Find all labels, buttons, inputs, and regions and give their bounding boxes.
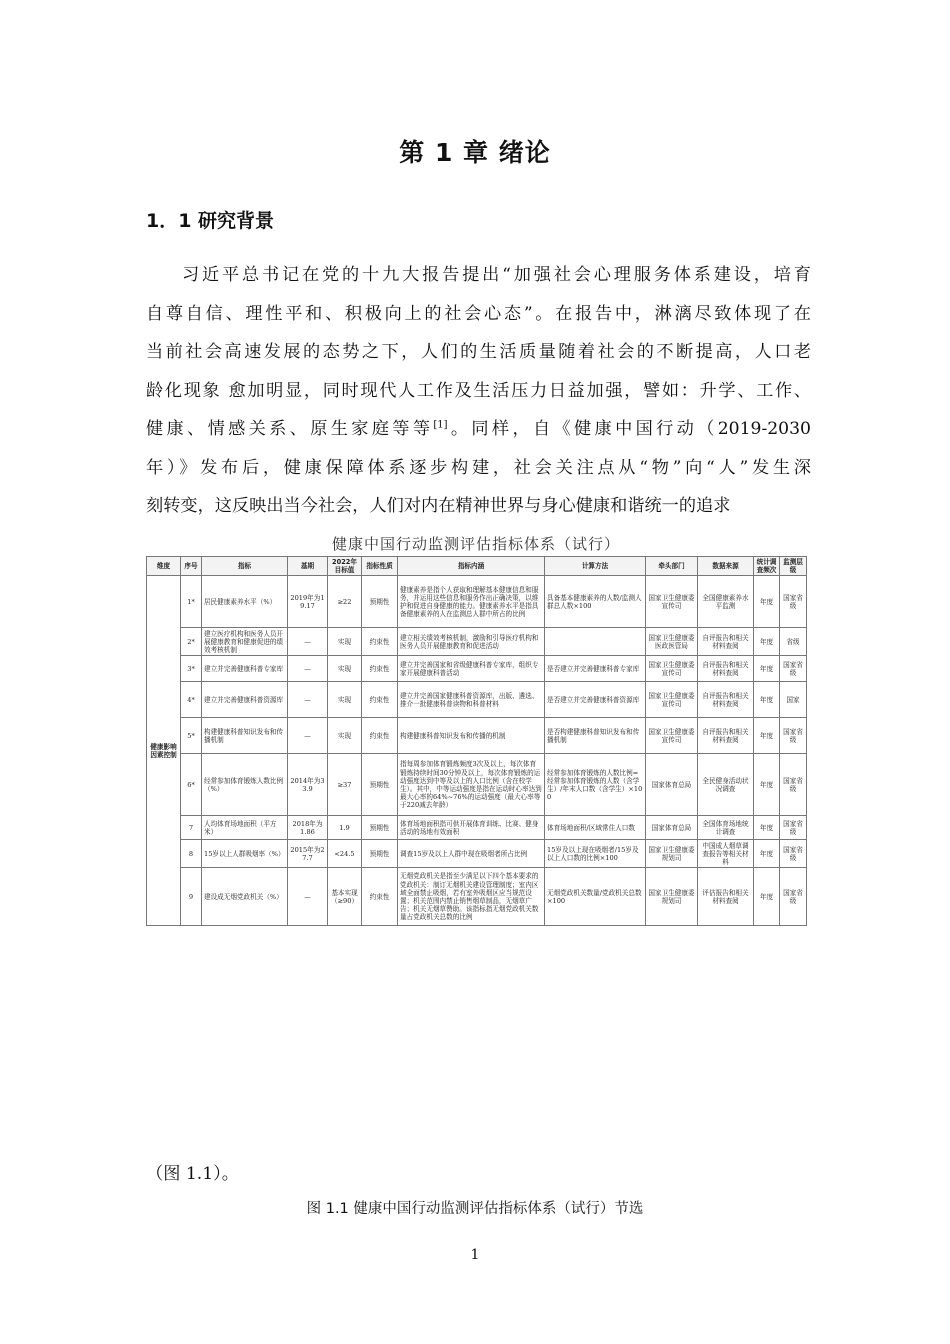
cell-method: 无烟党政机关数量/党政机关总数×100 [545, 868, 646, 926]
cell-freq: 年度 [754, 656, 780, 682]
column-header: 序号 [181, 557, 202, 576]
cell-level: 国家省级 [780, 868, 807, 926]
cell-nature: 预期性 [362, 816, 398, 840]
cell-base: — [288, 868, 328, 926]
cell-name: 建立并完善健康科普资源库 [202, 682, 288, 718]
cell-freq: 年度 [754, 816, 780, 840]
cell-nature: 预期性 [362, 840, 398, 868]
cell-target: ≥22 [328, 576, 362, 628]
cell-freq: 年度 [754, 868, 780, 926]
cell-method: 是否建立并完善健康科普专家库 [545, 656, 646, 682]
cell-dept: 国家卫生健康委宣传司 [646, 576, 698, 628]
cell-base: — [288, 656, 328, 682]
cell-source: 全国健康素养水平监测 [698, 576, 754, 628]
cell-freq: 年度 [754, 628, 780, 656]
column-header: 指标 [202, 557, 288, 576]
cell-target: 实现 [328, 656, 362, 682]
cell-dept: 国家体育总局 [646, 816, 698, 840]
cell-level: 国家省级 [780, 576, 807, 628]
cell-dept: 国家卫生健康委医政医管局 [646, 628, 698, 656]
cell-level: 省级 [780, 628, 807, 656]
column-header: 指标内涵 [398, 557, 545, 576]
cell-name: 15岁以上人群吸烟率（%） [202, 840, 288, 868]
cell-no: 4* [181, 682, 202, 718]
table-row [147, 754, 807, 816]
paragraph-segment: 。同样，自《健康中国行动（2019-2030 [447, 419, 811, 439]
figure-caption: 图 1.1 健康中国行动监测评估指标体系（试行）节选 [306, 1201, 644, 1217]
cell-meaning: 指每周参加体育锻炼频度3次及以上，每次体育锻炼持续时间30分钟及以上，每次体育锻炼的运动强度达到中等及以上的人口比例（含在校学生）。其中，中等运动强度是指在运动时心率达到最大心率的64%~76%的运动强度（最大心率等于220减去年龄） [398, 754, 545, 816]
indicator-table [146, 556, 807, 926]
cell-no: 8 [181, 840, 202, 868]
cell-nature: 约束性 [362, 682, 398, 718]
cell-no: 5* [181, 718, 202, 754]
column-header: 统计调查频次 [754, 557, 780, 576]
table-row [147, 718, 807, 754]
cell-nature: 约束性 [362, 718, 398, 754]
paragraph-line: 自尊自信、理性平和、积极向上的社会心态”。在报告中，淋漓尽致体现了在 [146, 303, 811, 324]
cell-source: 中国成人烟草调查报告等相关材料 [698, 840, 754, 868]
cell-dept: 国家卫生健康委宣传司 [646, 656, 698, 682]
cell-method: 体育场地面积/区域常住人口数 [545, 816, 646, 840]
cell-method: 是否建立并完善健康科普资源库 [545, 682, 646, 718]
cell-source: 全国体育场地统计调查 [698, 816, 754, 840]
cell-source: 全民健身活动状况调查 [698, 754, 754, 816]
table-row [147, 656, 807, 682]
cell-method: 经常参加体育锻炼的人数比例=经常参加体育锻炼的人数（含学生）/年末人口数（含学生）×100 [545, 754, 646, 816]
cell-source: 自评报告和相关材料查阅 [698, 718, 754, 754]
cell-source: 自评报告和相关材料查阅 [698, 656, 754, 682]
cell-name: 居民健康素养水平（%） [202, 576, 288, 628]
figure-reference: （图 1.1）。 [146, 1164, 239, 1184]
column-header: 监测层级 [780, 557, 807, 576]
column-header: 牵头部门 [646, 557, 698, 576]
cell-freq: 年度 [754, 754, 780, 816]
column-header: 指标性质 [362, 557, 398, 576]
cell-level: 国家省级 [780, 816, 807, 840]
paragraph-line: 习近平总书记在党的十九大报告提出“加强社会心理服务体系建设，培育 [182, 265, 811, 285]
cell-no: 9 [181, 868, 202, 926]
cell-name: 建立并完善健康科普专家库 [202, 656, 288, 682]
cell-dept: 国家卫生健康委宣传司 [646, 718, 698, 754]
cell-no: 7 [181, 816, 202, 840]
table-header-row [147, 557, 807, 576]
cell-target: <24.5 [328, 840, 362, 868]
section-title: 1．1 研究背景 [146, 210, 275, 232]
cell-target: 基本实现（≥90） [328, 868, 362, 926]
cell-method: 是否构建健康科普知识发布和传播机制 [545, 718, 646, 754]
body-paragraph [146, 256, 811, 526]
cell-freq: 年度 [754, 576, 780, 628]
cell-meaning: 构建健康科普知识发布和传播的机制 [398, 718, 545, 754]
column-header: 数据来源 [698, 557, 754, 576]
column-header: 2022年目标值 [328, 557, 362, 576]
cell-name: 建设成无烟党政机关（%） [202, 868, 288, 926]
column-header: 维度 [147, 557, 181, 576]
cell-level: 国家省级 [780, 656, 807, 682]
cell-base: 2018年为1.86 [288, 816, 328, 840]
paragraph-line: 当前社会高速发展的态势之下，人们的生活质量随着社会的不断提高，人口老 [146, 342, 811, 362]
cell-meaning: 建立相关绩效考核机制，激励和引导医疗机构和医务人员开展健康教育和促进活动 [398, 628, 545, 656]
cell-no: 6* [181, 754, 202, 816]
table-row [147, 682, 807, 718]
column-header: 计算方法 [545, 557, 646, 576]
cell-base: 2014年为33.9 [288, 754, 328, 816]
cell-no: 1* [181, 576, 202, 628]
cell-nature: 预期性 [362, 754, 398, 816]
cell-name: 建立医疗机构和医务人员开展健康教育和健康促进的绩效考核机制 [202, 628, 288, 656]
cell-base: 2019年为19.17 [288, 576, 328, 628]
cell-name: 经常参加体育锻炼人数比例（%） [202, 754, 288, 816]
cell-level: 国家省级 [780, 718, 807, 754]
cell-name: 构建健康科普知识发布和传播机制 [202, 718, 288, 754]
cell-base: — [288, 628, 328, 656]
cell-target: 实现 [328, 682, 362, 718]
table-row [147, 576, 807, 628]
cell-no: 3* [181, 656, 202, 682]
paragraph-line: 刻转变，这反映出当今社会，人们对内在精神世界与身心健康和谐统一的追求 [146, 496, 731, 516]
cell-base: 2015年为27.7 [288, 840, 328, 868]
cell-freq: 年度 [754, 718, 780, 754]
cell-method [545, 628, 646, 656]
paragraph-line: 龄化现象 愈加明显，同时现代人工作及生活压力日益加强，譬如：升学、工作、 [146, 380, 811, 401]
page-number: 1 [470, 1247, 480, 1263]
cell-no: 2* [181, 628, 202, 656]
table-row [147, 868, 807, 926]
cell-dept: 国家卫生健康委规划司 [646, 868, 698, 926]
dimension-cell: 健康影响因素控制 [147, 576, 181, 926]
citation-ref[interactable]: [1] [433, 419, 448, 431]
cell-level: 国家省级 [780, 840, 807, 868]
cell-target: 1.9 [328, 816, 362, 840]
table-row [147, 628, 807, 656]
table-row [147, 816, 807, 840]
cell-name: 人均体育场地面积（平方米） [202, 816, 288, 840]
cell-dept: 国家卫生健康委宣传司 [646, 682, 698, 718]
cell-meaning: 体育场地面积指可供开展体育训练、比赛、健身活动的场地有效面积 [398, 816, 545, 840]
cell-nature: 约束性 [362, 656, 398, 682]
cell-freq: 年度 [754, 682, 780, 718]
paragraph-line: 年）》发布后，健康保障体系逐步构建，社会关注点从“物”向“人”发生深 [146, 457, 811, 478]
cell-target: ≥37 [328, 754, 362, 816]
cell-meaning: 建立并完善国家健康科普资源库，出版、遴选、推介一批健康科普读物和科普材料 [398, 682, 545, 718]
chapter-title: 第 1 章 绪论 [399, 138, 551, 167]
cell-dept: 国家卫生健康委规划司 [646, 840, 698, 868]
cell-dept: 国家体育总局 [646, 754, 698, 816]
cell-target: 实现 [328, 718, 362, 754]
cell-meaning: 调查15岁及以上人群中现在吸烟者所占比例 [398, 840, 545, 868]
cell-meaning: 建立并完善国家和省级健康科普专家库，组织专家开展健康科普活动 [398, 656, 545, 682]
column-header: 基期 [288, 557, 328, 576]
cell-nature: 预期性 [362, 576, 398, 628]
cell-level: 国家省级 [780, 754, 807, 816]
cell-nature: 约束性 [362, 628, 398, 656]
cell-method: 具备基本健康素养的人数/监测人群总人数×100 [545, 576, 646, 628]
cell-source: 评估报告和相关材料查阅 [698, 868, 754, 926]
cell-base: — [288, 682, 328, 718]
cell-meaning: 无烟党政机关是指至少满足以下四个基本要求的党政机关：制订无烟机关建设管理制度；室内区域全面禁止吸烟，若有室外吸烟区应当规范设置；机关范围内禁止销售烟草制品，无烟草广告；机关无烟草赞助。该指标指无烟党政机关数量占党政机关总数的比例 [398, 868, 545, 926]
cell-meaning: 健康素养是指个人获取和理解基本健康信息和服务，并运用这些信息和服务作出正确决策，以维护和促进自身健康的能力。健康素养水平是指具备健康素养的人在监测总人群中所占的比例 [398, 576, 545, 628]
indicator-figure [146, 532, 806, 924]
cell-level: 国家 [780, 682, 807, 718]
cell-target: 实现 [328, 628, 362, 656]
cell-base: — [288, 718, 328, 754]
paragraph-line [146, 410, 811, 449]
cell-source: 自评报告和相关材料查阅 [698, 682, 754, 718]
cell-nature: 约束性 [362, 868, 398, 926]
figure-title: 健康中国行动监测评估指标体系（试行） [331, 535, 620, 553]
paragraph-segment: 健康、情感关系、原生家庭等等 [146, 419, 434, 439]
cell-method: 15岁及以上现在吸烟者/15岁及以上人口数的比例×100 [545, 840, 646, 868]
cell-source: 自评报告和相关材料查阅 [698, 628, 754, 656]
table-row [147, 840, 807, 868]
cell-freq: 年度 [754, 840, 780, 868]
